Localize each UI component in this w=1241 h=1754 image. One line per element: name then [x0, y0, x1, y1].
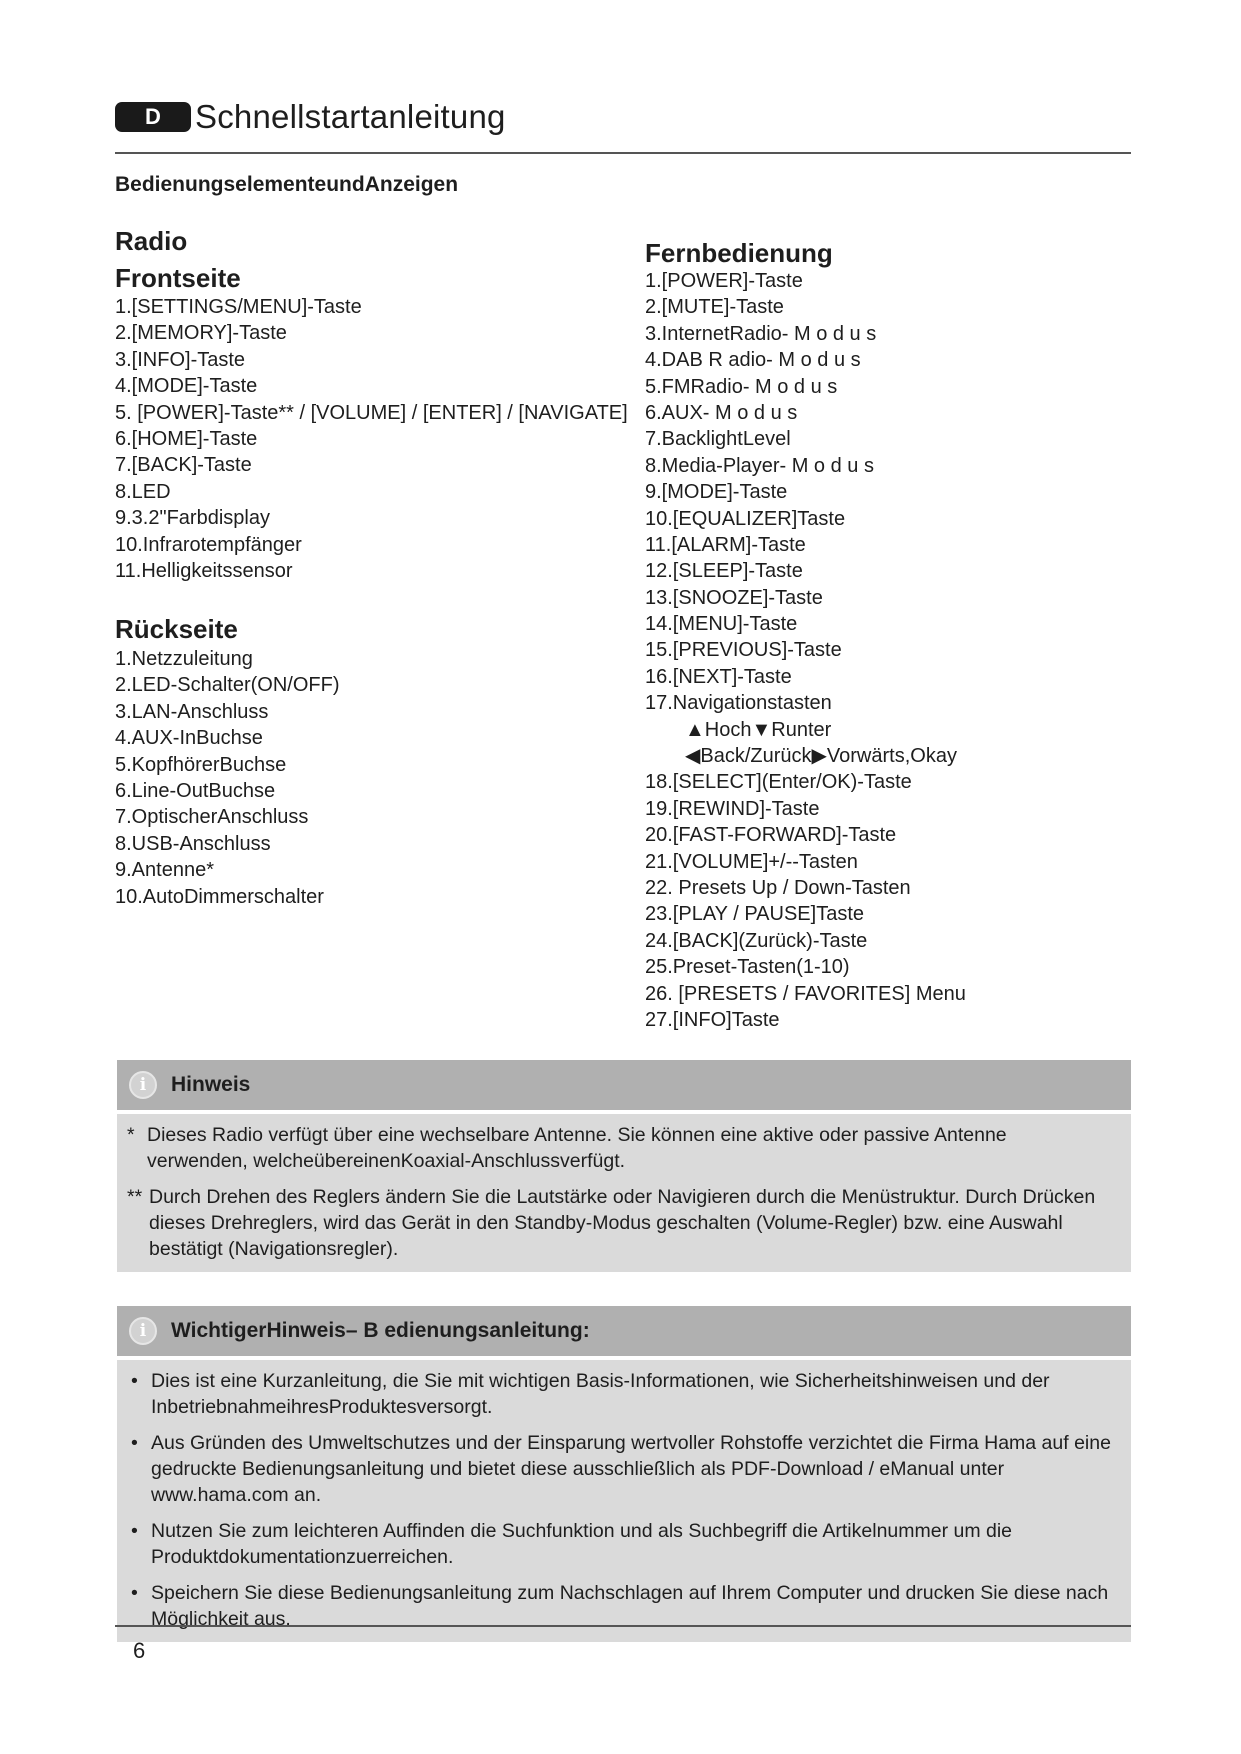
bullet-item — [131, 1368, 1111, 1420]
list-item: 12.[SLEEP]-Taste — [645, 560, 803, 583]
list-item: 22. Presets Up / Down-Tasten — [645, 876, 911, 899]
info-icon: i — [129, 1071, 157, 1099]
list-item: 11.[ALARM]-Taste — [645, 533, 806, 556]
list-item: 6.[HOME]-Taste — [115, 427, 258, 450]
list-item: 5.FMRadio- M o d u s — [645, 375, 838, 398]
note-header — [117, 1060, 1131, 1110]
list-item: 7.BacklightLevel — [645, 428, 791, 451]
page-title: Schnellstartanleitung — [195, 98, 506, 135]
list-item-sub: ◀Back/Zurück▶Vorwärts,Okay — [685, 745, 957, 768]
note-text: Dieses Radio verfügt über eine wechselbare Antenne. Sie können eine aktive oder passive Antenne verwenden, welcheübereinenKoaxial-Anschlussverfügt. — [147, 1124, 1007, 1172]
asterisk-mark: * — [127, 1124, 135, 1146]
list-item: 2.LED-Schalter(ON/OFF) — [115, 674, 340, 697]
list-item: 10.AutoDimmerschalter — [115, 885, 324, 908]
bullet-icon: • — [131, 1520, 138, 1542]
list-item: 14.[MENU]-Taste — [645, 613, 798, 636]
list-item: 3.[INFO]-Taste — [115, 348, 246, 371]
list-item: 19.[REWIND]-Taste — [645, 797, 820, 820]
list-item: 1.Netzzuleitung — [115, 648, 253, 670]
bullet-text: Speichern Sie diese Bedienungsanleitung zum Nachschlagen auf Ihrem Computer und drucken Sie diese nach Möglichkeit aus. — [151, 1582, 1109, 1630]
bullet-icon: • — [131, 1370, 138, 1392]
list-item: 27.[INFO]Taste — [645, 1008, 780, 1031]
important-note-body — [117, 1360, 1131, 1642]
header-divider — [115, 152, 1131, 154]
list-item: 20.[FAST-FORWARD]-Taste — [645, 824, 897, 847]
important-note-title: WichtigerHinweis– B edienungsanleitung: — [171, 1319, 590, 1342]
list-item: 25.Preset-Tasten(1-10) — [645, 956, 850, 979]
list-item: 3.LAN-Anschluss — [115, 700, 269, 723]
list-item: 8.LED — [115, 480, 171, 503]
note-text: Durch Drehen des Reglers ändern Sie die Lautstärke oder Navigieren durch die Menüstruktur. Durch Drücken dieses Drehreglers, wird das Gerät in den Standby-Modus geschalten (Volume-Regler) bzw. eine Auswahl bestätigt (Navigationsregler). — [149, 1186, 1096, 1260]
list-item: 8.USB-Anschluss — [115, 832, 271, 855]
remote-list — [645, 268, 966, 1033]
list-item: 6.AUX- M o d u s — [645, 401, 798, 424]
section-subtitle: BedienungselementeundAnzeigen — [115, 173, 459, 196]
list-item: 9.3.2"Farbdisplay — [115, 507, 270, 530]
list-item: 9.Antenne* — [115, 859, 214, 882]
list-item: 6.Line-OutBuchse — [115, 779, 276, 802]
radio-heading: Radio — [115, 226, 188, 256]
note-box — [117, 1060, 1131, 1272]
list-item: 7.OptischerAnschluss — [115, 806, 309, 829]
asterisk-mark: ** — [127, 1186, 143, 1208]
bullet-text: Dies ist eine Kurzanleitung, die Sie mit wichtigen Basis-Informationen, wie Sicherheitshinweisen und der InbetriebnahmeihresProduktesversorgt. — [151, 1370, 1050, 1418]
front-heading: Frontseite — [115, 263, 241, 293]
list-item: 5.KopfhörerBuchse — [115, 753, 287, 776]
list-item: 13.[SNOOZE]-Taste — [645, 586, 823, 609]
page-header — [115, 98, 506, 136]
list-item: 17.Navigationstasten — [645, 692, 832, 715]
list-item: 7.[BACK]-Taste — [115, 454, 252, 477]
bullet-text: Aus Gründen des Umweltschutzes und der Einsparung wertvoller Rohstoffe verzichtet die Firma Hama auf eine gedruckte Bedienungsanleitung und bietet diese ausschließlich als PDF-Download / eManual unter www.hama.com an. — [151, 1432, 1111, 1506]
note-title: Hinweis — [171, 1073, 251, 1096]
list-item: 8.Media-Player- M o d u s — [645, 454, 874, 477]
list-item: 4.DAB R adio- M o d u s — [645, 349, 861, 372]
list-item: 15.[PREVIOUS]-Taste — [645, 639, 842, 662]
list-item: 23.[PLAY / PAUSE]Taste — [645, 903, 865, 926]
list-item: 24.[BACK](Zurück)-Taste — [645, 929, 868, 952]
important-note-box — [117, 1306, 1131, 1642]
footer-divider — [115, 1625, 1131, 1627]
list-item: 21.[VOLUME]+/--Tasten — [645, 850, 858, 873]
list-item: 9.[MODE]-Taste — [645, 481, 788, 504]
front-list — [115, 294, 628, 584]
bullet-item — [131, 1430, 1111, 1508]
bullet-icon: • — [131, 1432, 138, 1454]
bullet-icon: • — [131, 1582, 138, 1604]
page-number: 6 — [133, 1638, 146, 1663]
list-item: 1.[SETTINGS/MENU]-Taste — [115, 296, 362, 318]
list-item: 11.Helligkeitssensor — [115, 559, 293, 582]
list-item: 10.Infrarotempfänger — [115, 533, 302, 556]
list-item: 4.[MODE]-Taste — [115, 375, 258, 398]
list-item: 2.[MUTE]-Taste — [645, 296, 784, 319]
important-note-header — [117, 1306, 1131, 1356]
list-item: 2.[MEMORY]-Taste — [115, 322, 287, 345]
list-item: 18.[SELECT](Enter/OK)-Taste — [645, 771, 912, 794]
list-item: 3.InternetRadio- M o d u s — [645, 322, 877, 345]
remote-heading: Fernbedienung — [645, 238, 833, 268]
note-item — [127, 1184, 1111, 1262]
back-heading: Rückseite — [115, 614, 238, 644]
back-list — [115, 646, 339, 910]
list-item: 10.[EQUALIZER]Taste — [645, 507, 846, 530]
list-item: 4.AUX-InBuchse — [115, 727, 263, 750]
list-item: 16.[NEXT]-Taste — [645, 665, 792, 688]
bullet-item — [131, 1518, 1111, 1570]
list-item-sub: ▲Hoch▼Runter — [685, 718, 832, 741]
note-body — [117, 1114, 1131, 1272]
bullet-text: Nutzen Sie zum leichteren Auffinden die Suchfunktion und als Suchbegriff die Artikelnummer um die Produktdokumentationzuerreichen. — [151, 1520, 1013, 1568]
note-item — [127, 1122, 1111, 1174]
info-icon: i — [129, 1317, 157, 1345]
list-item: 26. [PRESETS / FAVORITES] Menu — [645, 982, 966, 1005]
language-badge: D — [115, 102, 191, 132]
list-item: 1.[POWER]-Taste — [645, 270, 803, 292]
list-item: 5. [POWER]-Taste** / [VOLUME] / [ENTER] / [NAVIGATE] — [115, 401, 628, 424]
